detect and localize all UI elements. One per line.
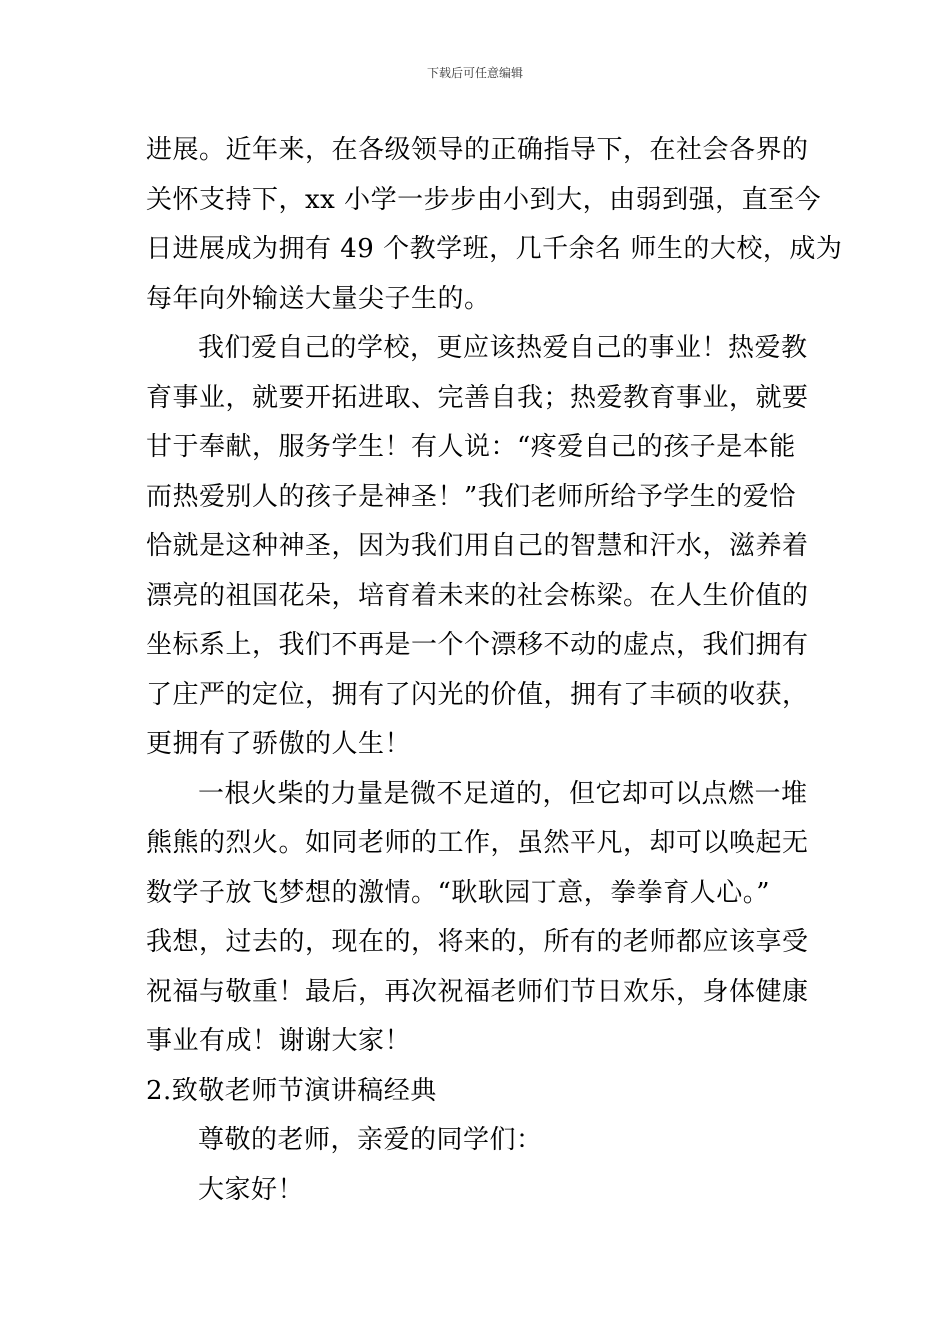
text-line: 我们爱自己的学校，更应该热爱自己的事业！热爱教 <box>198 333 808 363</box>
text-line: 甘于奉献，服务学生！有人说：“疼爱自己的孩子是本能 <box>146 432 796 462</box>
text-line: 而热爱别人的孩子是神圣！”我们老师所给予学生的爱恰 <box>146 481 796 512</box>
text-line: 育事业，就要开拓进取、完善自我；热爱教育事业，就要 <box>146 382 809 413</box>
document-body <box>146 126 843 1215</box>
salutation: 尊敬的老师，亲爱的同学们： <box>198 1125 543 1155</box>
text-line: 了庄严的定位，拥有了闪光的价值，拥有了丰硕的收获， <box>146 679 809 710</box>
text-line: 每年向外输送大量尖子生的。 <box>146 283 491 314</box>
text-line: 关怀支持下，xx 小学一步步由小到大，由弱到强，直至今 <box>146 184 822 215</box>
text-line: 坐标系上，我们不再是一个个漂移不动的虚点，我们拥有 <box>146 630 809 660</box>
greeting: 大家好！ <box>198 1174 305 1205</box>
text-line: 祝福与敬重！最后，再次祝福老师们节日欢乐，身体健康 <box>146 976 809 1007</box>
text-line: 一根火柴的力量是微不足道的，但它却可以点燃一堆 <box>198 778 808 809</box>
page-header: 下载后可任意编辑 <box>426 66 523 80</box>
text-line: 日进展成为拥有 49 个教学班，几千余名 师生的大校，成为 <box>146 234 843 264</box>
text-line: 熊熊的烈火。如同老师的工作，虽然平凡，却可以唤起无 <box>146 828 809 858</box>
text-line: 事业有成！谢谢大家！ <box>146 1026 412 1056</box>
text-line: 恰就是这种神圣，因为我们用自己的智慧和汗水，滋养着 <box>146 531 809 561</box>
text-line: 漂亮的祖国花朵，培育着未来的社会栋梁。在人生价值的 <box>146 580 809 611</box>
section-heading: 2.致敬老师节演讲稿经典 <box>146 1075 437 1106</box>
text-line: 更拥有了骄傲的人生！ <box>146 729 412 759</box>
text-line: 进展。近年来，在各级领导的正确指导下，在社会各界的 <box>146 135 809 165</box>
text-line: 数学子放飞梦想的激情。“耿耿园丁意，拳拳育人心。” <box>146 877 771 908</box>
text-line: 我想，过去的，现在的，将来的，所有的老师都应该享受 <box>146 927 809 957</box>
